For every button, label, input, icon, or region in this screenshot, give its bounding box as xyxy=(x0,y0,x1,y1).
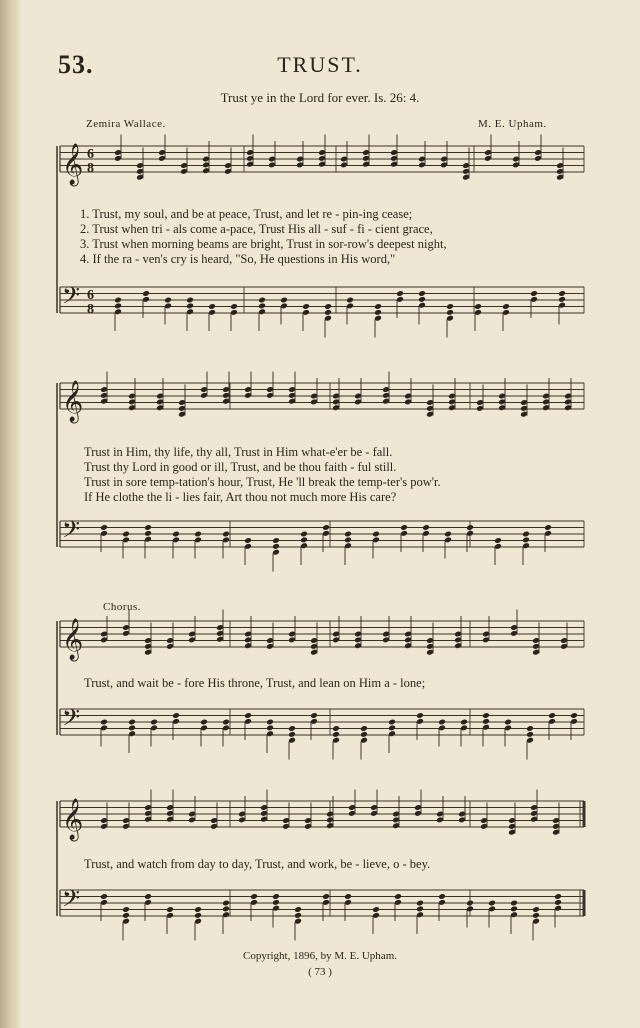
svg-text:8: 8 xyxy=(87,161,94,176)
svg-text:8: 8 xyxy=(87,302,94,317)
svg-text:𝄢: 𝄢 xyxy=(62,884,81,918)
verse-1-line-1: 1. Trust, my soul, and be at peace, Trust, and let re - pin-ing cease; xyxy=(80,207,413,221)
svg-text:𝄞: 𝄞 xyxy=(62,144,84,185)
svg-text:𝄞: 𝄞 xyxy=(62,799,84,840)
verse-2-line-1: 2. Trust when tri - als come a-pace, Trust His all - suf - fi - cient grace, xyxy=(80,222,433,236)
verse-3-line-1: 3. Trust when morning beams are bright, Trust in sor-row's deepest night, xyxy=(80,237,447,251)
svg-text:𝄢: 𝄢 xyxy=(62,703,81,737)
page-number: ( 73 ) xyxy=(308,966,332,978)
svg-text:𝄢: 𝄢 xyxy=(62,281,81,315)
verse-4-line-2: If He clothe the li - lies fair, Art thou not much more His care? xyxy=(84,490,397,504)
svg-text:𝄞: 𝄞 xyxy=(62,619,84,660)
hymn-number: 53. xyxy=(58,50,94,79)
verse-1-line-2: Trust in Him, thy life, thy all, Trust in Him what-e'er be - fall. xyxy=(84,445,393,459)
chorus-line-1: Trust, and wait be - fore His throne, Trust, and lean on Him a - lone; xyxy=(84,676,426,690)
chorus-line-2: Trust, and watch from day to day, Trust, and work, be - lieve, o - bey. xyxy=(84,857,431,871)
svg-text:6: 6 xyxy=(87,288,94,303)
scripture-reference: Trust ye in the Lord for ever. Is. 26: 4. xyxy=(220,90,420,105)
composer-credit: M. E. Upham. xyxy=(478,118,547,130)
svg-text:6: 6 xyxy=(87,147,94,162)
hymn-title: TRUST. xyxy=(277,52,363,77)
verse-2-line-2: Trust thy Lord in good or ill, Trust, and be thou faith - ful still. xyxy=(84,460,397,474)
lyricist-credit: Zemira Wallace. xyxy=(86,118,166,130)
verse-3-line-2: Trust in sore temp-tation's hour, Trust, He 'll break the temp-ter's pow'r. xyxy=(84,475,441,489)
verse-4-line-1: 4. If the ra - ven's cry is heard, "So, He questions in His word," xyxy=(80,252,396,266)
svg-text:𝄢: 𝄢 xyxy=(62,515,81,549)
copyright-notice: Copyright, 1896, by M. E. Upham. xyxy=(243,950,397,962)
svg-text:𝄞: 𝄞 xyxy=(62,381,84,422)
chorus-label: Chorus. xyxy=(103,601,142,613)
